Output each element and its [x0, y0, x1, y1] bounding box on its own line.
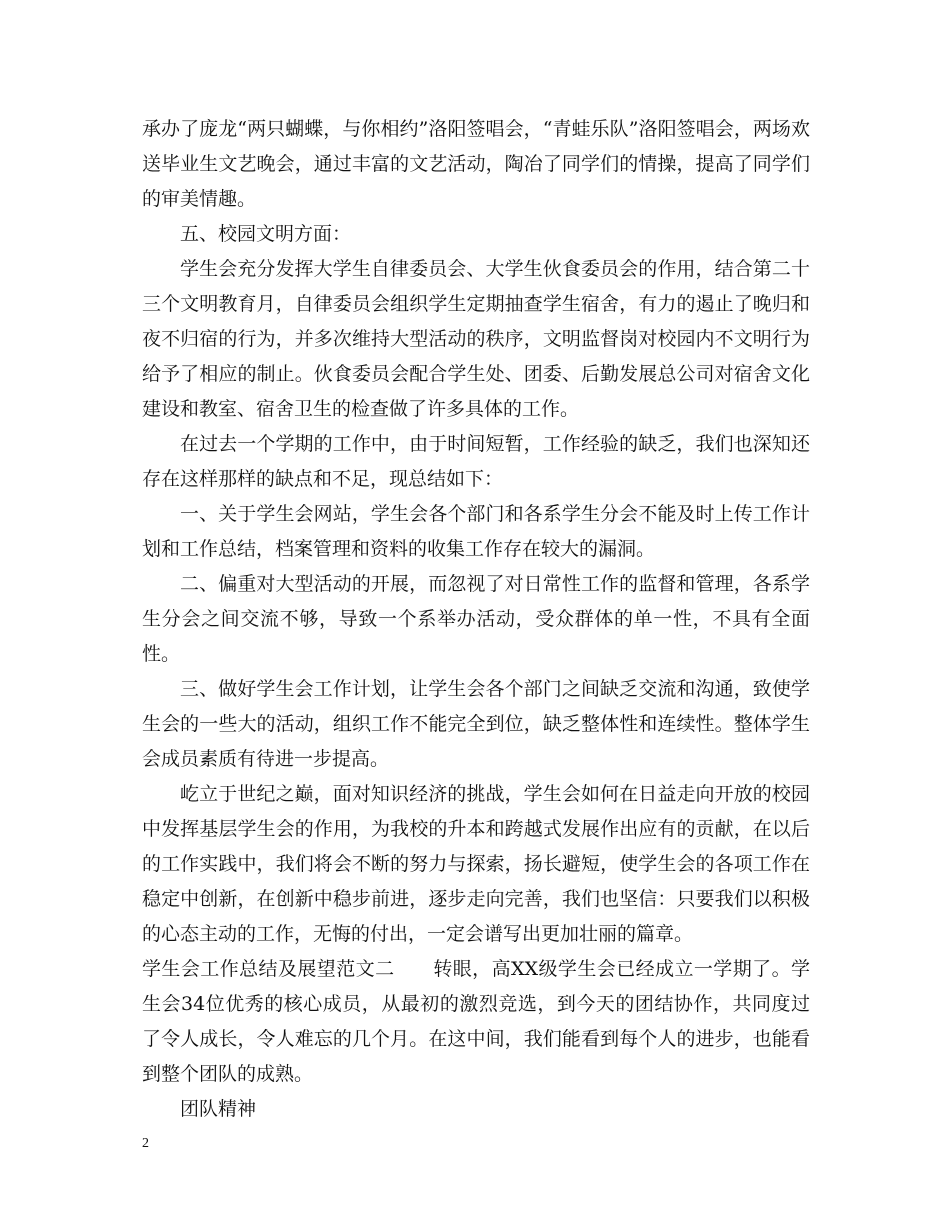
paragraph-shortcoming-work-plan: 三、做好学生会工作计划，让学生会各个部门之间缺乏交流和沟通，致使学生会的一些大的活动，组织工作不能完全到位，缺乏整体性和连续性。整体学生会成员素质有待进一步提高。 [142, 678, 810, 770]
paragraph-shortcoming-large-events: 二、偏重对大型活动的开展，而忽视了对日常性工作的监督和管理，各系学生分会之间交流不够，导致一个系举办活动，受众群体的单一性，不具有全面性。 [142, 573, 810, 665]
section-heading-campus-civility: 五、校园文明方面： [180, 223, 352, 245]
paragraph-sample-two: 学生会工作总结及展望范文二 转眼，高XX级学生会已经成立一学期了。学生会34位优秀的核心成员，从最初的激烈竞选，到今天的团结协作，共同度过了令人成长，令人难忘的几个月。在这中间，我们能看到每个人的进步，也能看到整个团队的成熟。 [142, 958, 810, 1085]
paragraph-self-discipline-committee: 学生会充分发挥大学生自律委员会、大学生伙食委员会的作用，结合第二十三个文明教育月，自律委员会组织学生定期抽查学生宿舍，有力的遏止了晚归和夜不归宿的行为，并多次维持大型活动的秩序，文明监督岗对校园内不文明行为给予了相应的制止。伙食委员会配合学生处、团委、后勤发展总公司对宿舍文化建设和教室、宿舍卫生的检查做了许多具体的工作。 [142, 258, 810, 420]
paragraph-shortcomings-intro: 在过去一个学期的工作中，由于时间短暂，工作经验的缺乏，我们也深知还存在这样那样的缺点和不足，现总结如下： [142, 433, 810, 490]
page-number: 2 [142, 1136, 149, 1151]
paragraph-shortcoming-website: 一、关于学生会网站，学生会各个部门和各系学生分会不能及时上传工作计划和工作总结，档案管理和资料的收集工作存在较大的漏洞。 [142, 503, 810, 560]
paragraph-continuation-activities: 承办了庞龙“两只蝴蝶，与你相约”洛阳签唱会，“青蛙乐队”洛阳签唱会，两场欢送毕业生文艺晚会，通过丰富的文艺活动，陶冶了同学们的情操，提高了同学们的审美情趣。 [142, 118, 810, 210]
paragraph-outlook: 屹立于世纪之巅，面对知识经济的挑战，学生会如何在日益走向开放的校园中发挥基层学生会的作用，为我校的升本和跨越式发展作出应有的贡献，在以后的工作实践中，我们将会不断的努力与探索，扬长避短，使学生会的各项工作在稳定中创新，在创新中稳步前进，逐步走向完善，我们也坚信：只要我们以积极的心态主动的工作，无悔的付出，一定会谱写出更加壮丽的篇章。 [142, 783, 810, 945]
section-heading-team-spirit: 团队精神 [180, 1098, 257, 1120]
document-body [142, 112, 810, 1127]
